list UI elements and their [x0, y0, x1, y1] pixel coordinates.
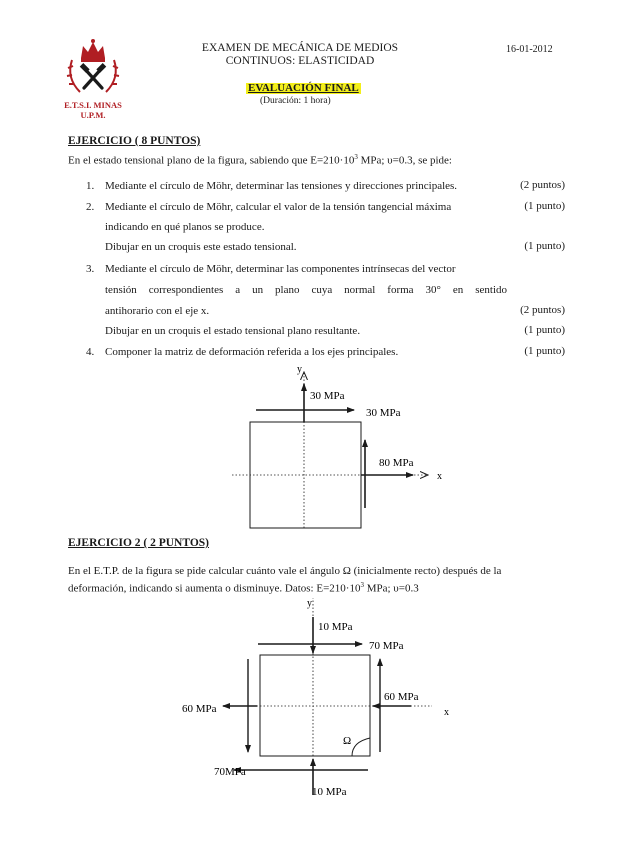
fig2-shear-top-label: 70 MPa — [369, 640, 404, 652]
exercise1-intro-a: En el estado tensional plano de la figura, sabiendo que E=210·10 — [68, 154, 355, 167]
points-4: (1 punto) — [524, 345, 565, 357]
points-1: (2 puntos) — [520, 179, 565, 191]
list-text: Mediante el círculo de Möhr, determinar las componentes intrínsecas del vector — [105, 263, 456, 275]
list-num: 2. — [86, 201, 95, 213]
fig2-right-label: 60 MPa — [384, 691, 419, 703]
list-item-2-sketch: Dibujar en un croquis este estado tensional. — [105, 241, 297, 253]
list-num: 3. — [86, 263, 95, 275]
exercise1-intro-exp: 3 — [354, 153, 358, 161]
exercise1-intro-b: MPa; υ=0.3, se pide: — [357, 154, 452, 167]
list-text: Mediante el círculo de Möhr, determinar las tensiones y direcciones principales. — [105, 180, 458, 192]
list-item-2-cont: indicando en qué planos se produce. — [105, 221, 265, 233]
exam-date: 16-01-2012 — [506, 44, 553, 55]
exam-duration: (Duración: 1 hora) — [260, 96, 331, 106]
exercise2-text-2b: MPa; υ=0.3 — [363, 582, 419, 595]
list-text: Componer la matriz de deformación referida a los ejes principales. — [105, 346, 399, 358]
fig2-omega-label: Ω — [343, 735, 352, 747]
fig2-x-label: x — [444, 707, 449, 718]
fig2-y-label: y — [307, 598, 312, 609]
points-2: (1 punto) — [524, 200, 565, 212]
logo-text-2: U.P.M. — [80, 110, 106, 120]
omega-arc — [352, 738, 370, 756]
exercise2-text-2a: deformación, indicando si aumenta o disminuye. Datos: E=210·10 — [68, 582, 361, 595]
exam-title-line2: CONTINUOS: ELASTICIDAD — [225, 55, 375, 67]
points-3b: (1 punto) — [524, 324, 565, 336]
fig2-left-label: 60 MPa — [182, 703, 217, 715]
list-item-3-cont: tensión correspondientes a un plano cuya normal forma 30° en sentido — [105, 284, 507, 296]
exercise2-text-2 — [68, 578, 419, 596]
fig2-bottom-label: 10 MPa — [312, 786, 347, 798]
exercise2-text-1: En el E.T.P. de la figura se pide calcular cuánto vale el ángulo Ω (inicialmente recto) después de la — [68, 565, 502, 577]
fig1-x-label: x — [437, 471, 442, 482]
fig2-top-label: 10 MPa — [318, 621, 353, 633]
element-square-2 — [260, 655, 370, 756]
exercise2-title: EJERCICIO 2 ( 2 PUNTOS) — [68, 537, 209, 549]
exercise1-title: EJERCICIO ( 8 PUNTOS) — [68, 135, 201, 147]
points-2b: (1 punto) — [524, 240, 565, 252]
list-item-3-cont2: antihorario con el eje x. — [105, 305, 210, 317]
fig1-sy-label: 30 MPa — [310, 390, 345, 402]
final-evaluation-text: EVALUACIÓN FINAL — [248, 82, 359, 94]
exercise2-text-2exp: 3 — [360, 581, 364, 589]
fig1-txy-label: 30 MPa — [366, 407, 401, 419]
points-3: (2 puntos) — [520, 304, 565, 316]
list-text: Mediante el círculo de Möhr, calcular el valor de la tensión tangencial máxima — [105, 201, 452, 213]
logo-text-1: E.T.S.I. MINAS — [64, 100, 122, 110]
list-num: 4. — [86, 346, 95, 358]
fig1-y-label: y — [297, 364, 302, 375]
fig2-shear-bottom-label: 70MPa — [214, 766, 246, 778]
list-num: 1. — [86, 180, 95, 192]
list-item-3-sketch: Dibujar en un croquis el estado tensional plano resultante. — [105, 325, 361, 337]
fig1-sx-label: 80 MPa — [379, 457, 414, 469]
exam-title-line1: EXAMEN DE MECÁNICA DE MEDIOS — [201, 42, 399, 54]
